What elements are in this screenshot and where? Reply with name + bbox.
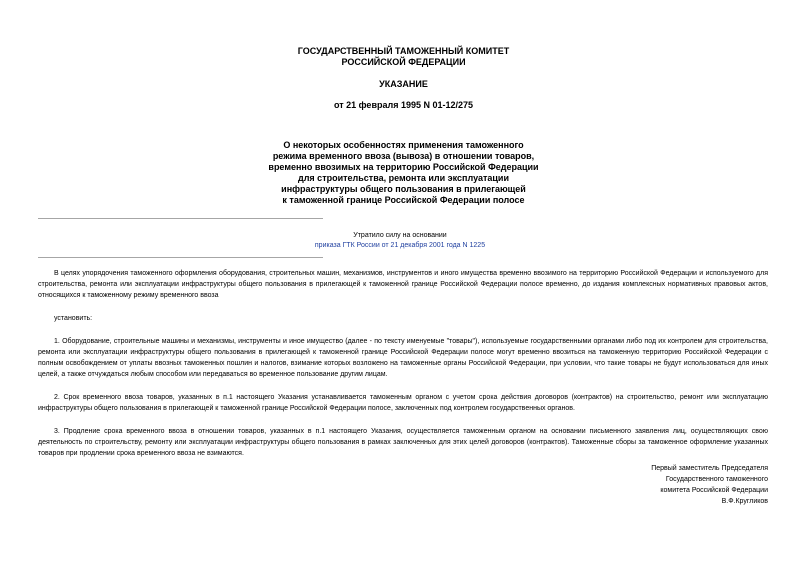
title-line: режима временного ввоза (вывоза) в отношении товаров, (272, 151, 535, 161)
authority-line-1: ГОСУДАРСТВЕННЫЙ ТАМОЖЕННЫЙ КОМИТЕТ (297, 46, 510, 56)
title-line: инфраструктуры общего пользования в прилегающей (281, 184, 526, 194)
signatory-position-2: Государственного таможенного (665, 476, 768, 483)
signatory-name: В.Ф.Кругликов (721, 498, 768, 505)
divider-top (38, 218, 323, 219)
signatory-position-1: Первый заместитель Председателя (651, 465, 768, 472)
issuing-authority (0, 46, 807, 68)
paragraph-2: 2. Срок временного ввоза товаров, указанных в п.1 настоящего Указания устанавливается таможенным органом с учетом срока действия договоров (контрактов) на строительство, ремонт или эксплуатацию инфраструктуры общего пользования в прилегающей к таможенной границе Российской Федерации полосе, заключенных под контролем государственных органов. (38, 394, 768, 412)
divider-bottom (38, 257, 323, 258)
status-link[interactable]: приказа ГТК России от 21 декабря 2001 года N 1225 (314, 242, 486, 249)
paragraph-1: 1. Оборудование, строительные машины и механизмы, инструменты и иное имущество (далее - по тексту именуемые "товары"), используемые государственными органами либо под их контролем для строительства, ремонта или эксплуатации инфраструктуры общего пользования в прилегающей к таможенной границе Российской Федерации полосе могут временно ввозиться на таможенную территорию Российской Федерации с полным освобождением от уплаты ввозных таможенных пошлин и налогов, взимание которых возложено на таможенные органы Российской Федерации, при условии, что такие товары не будут использоваться для иных целей, а также отчуждаться любым способом или передаваться во временное пользование другим лицам. (38, 338, 768, 378)
document-body (38, 268, 768, 471)
document-type: УКАЗАНИЕ (379, 79, 428, 89)
paragraph-3: 3. Продление срока временного ввоза в отношении товаров, указанных в п.1 настоящего Указания, осуществляется таможенным органом на основании письменного заявления лиц, осуществляющих свою деятельность по строительству, ремонту или эксплуатации инфраструктуры общего пользования в рамках заключенных для этих целей договоров (контрактов). Таможенные сборы за таможенное оформление указанных товаров при продлении срока временного ввоза не взимаются. (38, 428, 768, 457)
title-line: временно ввозимых на территорию Российской Федерации (268, 162, 539, 172)
signature-block (651, 463, 768, 507)
status-note (180, 231, 620, 251)
preamble-paragraph: В целях упорядочения таможенного оформления оборудования, строительных машин, механизмов, инструментов и иного имущества временно ввозимого на территорию Российской Федерации и используемого для строительства, ремонта или эксплуатации инфраструктуры общего пользования в прилегающей к таможенной границе Российской Федерации полосе временно, до издания комплексных нормативных правовых актов, относящихся к таможенному режиму временного ввоза (38, 270, 768, 299)
title-line: к таможенной границе Российской Федерации полосе (282, 195, 525, 205)
document-date-number: от 21 февраля 1995 N 01-12/275 (333, 100, 474, 110)
authority-line-2: РОССИЙСКОЙ ФЕДЕРАЦИИ (341, 57, 466, 67)
status-text: Утратило силу на основании (353, 232, 447, 239)
title-line: для строительства, ремонта или эксплуатации (298, 173, 509, 183)
signatory-position-3: комитета Российской Федерации (660, 487, 768, 494)
title-line: О некоторых особенностях применения таможенного (283, 140, 524, 150)
document-title (0, 140, 807, 206)
establish-paragraph: установить: (54, 315, 93, 322)
